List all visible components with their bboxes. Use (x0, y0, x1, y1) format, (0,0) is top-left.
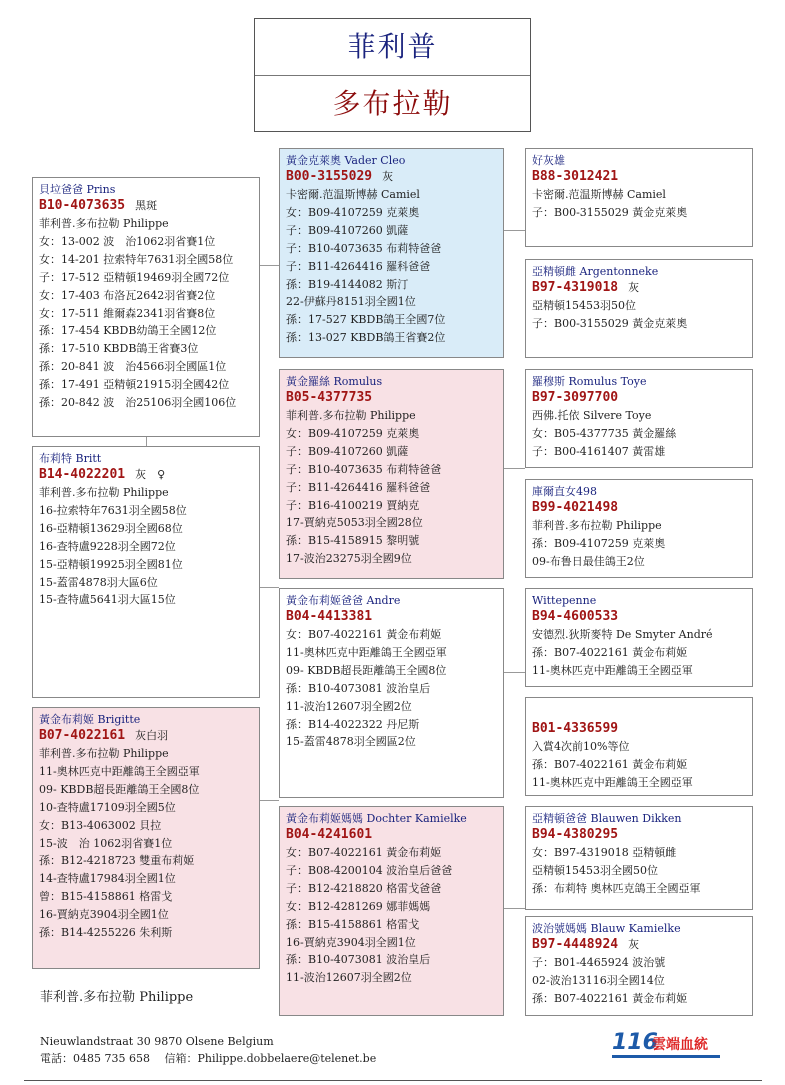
grandparent-card-8 (525, 916, 753, 1016)
result-line: 09- KBDB超長距離鴿王全國8位 (286, 663, 447, 677)
result-line: 14-查特盧17984羽全國1位 (39, 872, 176, 886)
pigeon-color: 灰 (628, 281, 640, 294)
result-line: 子：B11-4264416 羅科爸爸 (286, 480, 431, 494)
connector-line (146, 437, 147, 446)
result-line: 11-奧林匹克中距離鴿王全國亞軍 (532, 775, 693, 789)
result-line: 子：B09-4107260 凱薩 (286, 223, 409, 237)
result-line: 菲利普.多布拉勒 Philippe (532, 519, 662, 532)
result-line: 菲利普.多布拉勒 Philippe (39, 747, 169, 760)
connector-line (260, 265, 279, 266)
result-line: 孫：B15-4158915 黎明號 (286, 534, 420, 548)
owner-signature: 菲利普.多布拉勒 Philippe (40, 990, 194, 1005)
grandparent-card-1 (525, 148, 753, 247)
pigeon-name: Wittepenne (532, 594, 597, 607)
result-line: 女：B07-4022161 黃金布莉姬 (286, 628, 442, 641)
pigeon-name: 黃金布莉姬 Brigitte (39, 713, 141, 726)
owner-name-chinese: 菲利普 (255, 19, 530, 76)
result-line: 孫：B14-4022322 丹尼斯 (286, 717, 420, 731)
pigeon-name: 亞精頓雌 Argentonneke (532, 265, 659, 278)
result-line: 孫：B12-4218723 雙重布莉姬 (39, 854, 195, 868)
result-line: 孫：B14-4255226 朱利斯 (39, 926, 173, 940)
grandparent-card-2 (525, 259, 753, 358)
result-line: 22-伊蘇丹8151羽全國1位 (286, 295, 416, 309)
ring-number: B88-3012421 (532, 169, 619, 184)
connector-line (260, 587, 279, 588)
ring-number: B94-4380295 (532, 827, 619, 842)
result-line: 16-賈納克3904羽全國1位 (286, 935, 416, 949)
logo-underline (612, 1055, 720, 1058)
result-line: 11-波治12607羽全國2位 (286, 971, 412, 985)
result-line: 女：14-201 拉索特年7631羽全國58位 (39, 252, 234, 266)
result-line: 安德烈.狄斯麥特 De Smyter André (532, 628, 713, 641)
bottom-divider (24, 1080, 762, 1081)
result-line: 卡密爾.范温斯博赫 Camiel (532, 188, 666, 201)
result-line: 16-查特盧9228羽全國72位 (39, 539, 176, 553)
result-line: 11-奧林匹克中距離鴿王全國亞軍 (39, 764, 200, 778)
pigeon-name: 好灰雄 (532, 154, 565, 167)
result-line: 孫：20-841 波 治4566羽全國區1位 (39, 360, 227, 374)
ring-number: B04-4241601 (286, 827, 373, 842)
contact-line: 電話：0485 735 658 信箱：Philippe.dobbelaere@telenet.be (40, 1052, 377, 1065)
result-line: 菲利普.多布拉勒 Philippe (39, 217, 169, 230)
brigitte-card (32, 707, 260, 969)
result-line: 孫：B07-4022161 黃金布莉姬 (532, 757, 688, 771)
logo-number: 116 (612, 1030, 658, 1055)
ring-number: B00-3155029 (286, 169, 373, 184)
result-line: 孫：B07-4022161 黃金布莉姬 (532, 645, 688, 659)
result-line: 女：B07-4022161 黃金布莉姬 (286, 846, 442, 859)
grandparent-card-7 (525, 806, 753, 910)
result-line: 09-布鲁日最佳鴿王2位 (532, 554, 645, 568)
result-line: 孫：13-027 KBDB鴿王省賽2位 (286, 331, 446, 345)
result-line: 孫：B10-4073081 波治皇后 (286, 953, 431, 967)
pigeon-color: 灰 (628, 938, 640, 951)
result-line: 16-賈納克3904羽全國1位 (39, 908, 169, 922)
pigeon-name: 波治號媽媽 Blauw Kamielke (532, 922, 681, 935)
pigeon-name: 黃金布莉姬爸爸 Andre (286, 594, 401, 607)
result-line: 菲利普.多布拉勒 Philippe (286, 409, 416, 422)
result-line: 15-波 治 1062羽省賽1位 (39, 836, 173, 850)
result-line: 子：B11-4264416 羅科爸爸 (286, 259, 431, 273)
result-line: 孫：B10-4073081 波治皇后 (286, 681, 431, 695)
brand-logo[interactable] (612, 1030, 720, 1058)
result-line: 02-波治13116羽全國14位 (532, 973, 665, 987)
result-line: 女：B05-4377735 黃金羅絲 (532, 426, 677, 440)
result-line: 子：B12-4218820 格雷戈爸爸 (286, 881, 442, 895)
result-line: 孫：17-491 亞精頓21915羽全國42位 (39, 378, 230, 392)
result-line: 孫：17-454 KBDB幼鴿王全國12位 (39, 324, 217, 338)
grandparent-card-5 (525, 588, 753, 687)
result-line: 16-拉索特年7631羽全國58位 (39, 503, 187, 517)
result-line: 16-亞精頓13629羽全國68位 (39, 521, 183, 535)
result-line: 子：B00-4161407 黃雷雄 (532, 444, 666, 458)
result-line: 15-亞精頓19925羽全國81位 (39, 557, 183, 571)
pigeon-name: 貝垃爸爸 Prins (39, 183, 116, 196)
owner-surname-chinese: 多布拉勒 (332, 87, 453, 120)
ring-number: B14-4022201 (39, 467, 126, 482)
ring-number: B97-4448924 (532, 937, 619, 952)
grandparent-card-3 (525, 369, 753, 468)
result-line: 西佛.托依 Silvere Toye (532, 409, 652, 422)
result-line: 子：B10-4073635 布莉特爸爸 (286, 241, 442, 255)
result-line: 女：17-403 布洛瓦2642羽省賽2位 (39, 288, 216, 302)
result-line: 孫：17-527 KBDB鴿王全國7位 (286, 313, 446, 327)
sire-card (279, 148, 504, 358)
result-line: 17-波治23275羽全國9位 (286, 552, 412, 566)
pigeon-name: 布莉特 Britt (39, 452, 102, 465)
pigeon-name: 黃金克萊奧 Vader Cleo (286, 154, 406, 167)
result-line: 17-賈納克5053羽全國28位 (286, 516, 423, 530)
result-line: 女：B13-4063002 貝拉 (39, 818, 162, 832)
result-line: 孫：B07-4022161 黃金布莉姬 (532, 991, 688, 1005)
connector-line (504, 672, 525, 673)
ring-number: B01-4336599 (532, 721, 619, 736)
connector-line (504, 230, 525, 231)
result-line: 09- KBDB超長距離鴿王全國8位 (39, 782, 200, 796)
andre-card (279, 588, 504, 798)
pigeon-name: 亞精頓爸爸 Blauwen Dikken (532, 812, 682, 825)
result-line: 女：B12-4281269 娜菲媽媽 (286, 899, 431, 913)
address-line: Nieuwlandstraat 30 9870 Olsene Belgium (40, 1035, 274, 1048)
ring-number: B94-4600533 (532, 609, 619, 624)
result-line: 亞精頓15453羽全國50位 (532, 863, 658, 877)
result-line: 曾：B15-4158861 格雷戈 (39, 890, 173, 904)
contact-block (40, 1033, 376, 1067)
pigeon-color: 黑斑 (135, 199, 158, 212)
result-line: 子：B09-4107260 凱薩 (286, 444, 409, 458)
result-line: 子：B00-3155029 黃金克萊奧 (532, 205, 688, 219)
result-line: 11-波治12607羽全國2位 (286, 699, 412, 713)
result-line: 子：17-512 亞精頓19469羽全國72位 (39, 270, 230, 284)
result-line: 卡密爾.范温斯博赫 Camiel (286, 188, 420, 201)
ring-number: B97-3097700 (532, 390, 619, 405)
ring-number: B99-4021498 (532, 500, 619, 515)
ring-number: B05-4377735 (286, 390, 373, 405)
result-line: 孫：B19-4144082 斯汀 (286, 277, 409, 291)
connector-line (504, 908, 525, 909)
result-line: 子：B10-4073635 布莉特爸爸 (286, 462, 442, 476)
connector-line (504, 468, 525, 469)
result-line: 11-奧林匹克中距離鴿王全國亞軍 (532, 663, 693, 677)
result-line: 孫：B09-4107259 克萊奧 (532, 536, 666, 550)
subject-card (32, 177, 260, 437)
result-line: 孫：布莉特 奧林匹克鴿王全國亞軍 (532, 881, 701, 895)
grandparent-card-4 (525, 479, 753, 578)
romulus-card (279, 369, 504, 579)
logo-text: 雲端血統 (652, 1037, 708, 1053)
ring-number: B04-4413381 (286, 609, 373, 624)
result-line: 菲利普.多布拉勒 Philippe (39, 486, 169, 499)
pigeon-name: 黃金布莉姬媽媽 Dochter Kamielke (286, 812, 467, 825)
pigeon-color: 灰 ♀ (135, 468, 166, 481)
pigeon-name: 黃金羅絲 Romulus (286, 375, 383, 388)
ring-number: B10-4073635 (39, 198, 126, 213)
pigeon-color: 灰白羽 (135, 729, 169, 742)
dam-card (32, 446, 260, 698)
pedigree-title-box (254, 18, 531, 132)
result-line: 15-蓋雷4878羽大區6位 (39, 575, 158, 589)
result-line: 孫：20-842 波 治25106羽全國106位 (39, 396, 237, 410)
connector-line (260, 800, 279, 801)
result-line: 子：B01-4465924 波治號 (532, 956, 666, 969)
result-line: 15-蓋雷4878羽全國區2位 (286, 735, 416, 749)
result-line: 女：13-002 波 治1062羽省賽1位 (39, 234, 216, 248)
result-line: 孫：17-510 KBDB鴿王省賽3位 (39, 342, 199, 356)
kamielke-card (279, 806, 504, 1016)
result-line: 11-奧林匹克中距離鴿王全國亞軍 (286, 645, 447, 659)
pigeon-name: 羅穆斯 Romulus Toye (532, 375, 647, 388)
pigeon-color: 灰 (382, 170, 394, 183)
pigeon-name: 庫爾直女498 (532, 485, 597, 498)
result-line: 女：B09-4107259 克萊奧 (286, 205, 420, 219)
result-line: 子：B08-4200104 波治皇后爸爸 (286, 863, 453, 877)
ring-number: B07-4022161 (39, 728, 126, 743)
result-line: 入賞4次前10%等位 (532, 740, 630, 753)
result-line: 女：17-511 維爾森2341羽省賽8位 (39, 306, 216, 320)
result-line: 15-查特盧5641羽大區15位 (39, 593, 176, 607)
result-line: 子：B00-3155029 黃金克萊奧 (532, 316, 688, 330)
ring-number: B97-4319018 (532, 280, 619, 295)
result-line: 女：B09-4107259 克萊奧 (286, 426, 420, 440)
result-line: 亞精頓15453羽50位 (532, 299, 636, 312)
result-line: 女：B97-4319018 亞精頓雌 (532, 846, 677, 859)
result-line: 孫：B15-4158861 格雷戈 (286, 917, 420, 931)
result-line: 子：B16-4100219 賈納克 (286, 498, 420, 512)
grandparent-card-6 (525, 697, 753, 796)
result-line: 10-查特盧17109羽全國5位 (39, 800, 176, 814)
